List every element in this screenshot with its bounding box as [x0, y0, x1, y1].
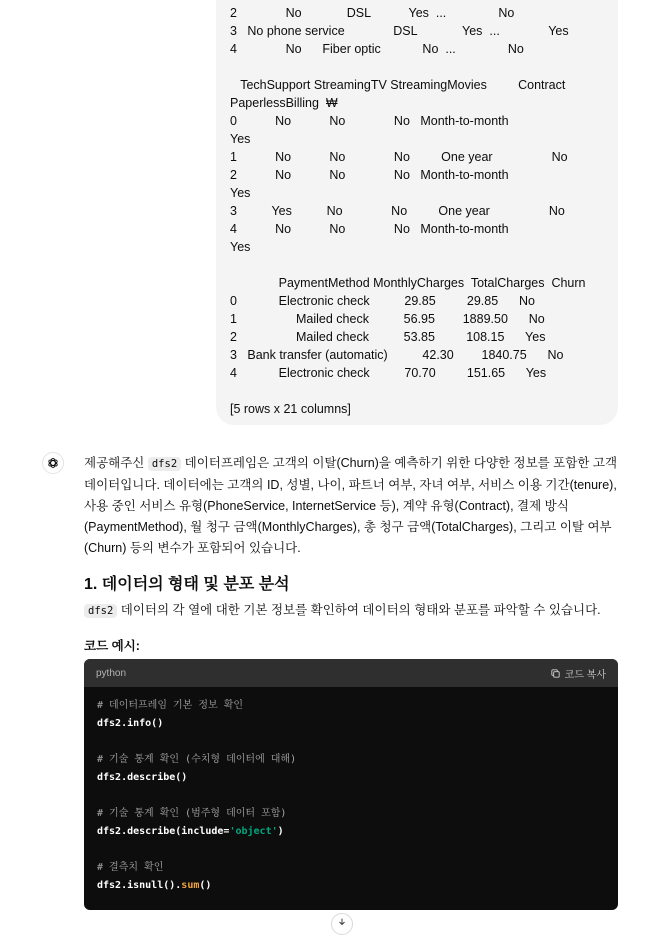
user-message-line: PaymentMethod MonthlyCharges TotalCharges Churn [230, 276, 586, 290]
code-blank [97, 841, 605, 859]
description-text: 데이터의 각 열에 대한 기본 정보를 확인하여 데이터의 형태와 분포를 파악할 수 있습니다. [117, 603, 601, 617]
intro-text-rest: 데이터프레임은 고객의 이탈(Churn)을 예측하기 위한 다양한 정보를 포함한 고객 데이터입니다. 데이터에는 고객의 ID, 성별, 나이, 파트너 여부, 자녀 여부, 서비스 이용 기간(tenure), 사용 중인 서비스 유형(PhoneService, InternetService 등), 계약 유형(Contract), 결제 방식(PaymentMethod), 월 청구 금액(MonthlyCharges), 총 청구 금액(TotalCharges), 그리고 이탈 여부(Churn) 등의 변수가 포함되어 있습니다. [84, 456, 618, 555]
user-message-line: 2 No No No Month-to-month [230, 168, 509, 182]
inline-code-dfs2-desc: dfs2 [84, 604, 117, 618]
section-heading: 1. 데이터의 형태 및 분포 분석 [84, 576, 290, 593]
user-message-line: 2 Mailed check 53.85 108.15 Yes [230, 330, 546, 344]
user-message-line: 4 Electronic check 70.70 151.65 Yes [230, 366, 547, 380]
user-message-line: TechSupport StreamingTV StreamingMovies Contract [230, 78, 566, 92]
section-description [84, 600, 618, 622]
code-blank [97, 787, 605, 805]
assistant-intro-paragraph [84, 453, 618, 559]
scroll-to-bottom-button[interactable] [331, 913, 353, 935]
copy-icon [550, 668, 561, 679]
user-message-line: Yes [230, 132, 251, 146]
code-block [84, 659, 618, 910]
user-message-line: Yes [230, 186, 251, 200]
code-token: () [199, 880, 212, 891]
inline-code-dfs2: dfs2 [148, 457, 181, 471]
code-token: dfs2.describe(include= [97, 826, 230, 837]
code-line [97, 823, 605, 841]
code-language-label: python [96, 667, 127, 679]
assistant-avatar [42, 452, 64, 474]
intro-text-start: 제공해주신 [84, 456, 148, 470]
user-message-line: PaperlessBilling ₩ [230, 96, 338, 110]
user-message-line: Yes [230, 240, 251, 254]
user-message-line: 1 No No No One year No [230, 150, 568, 164]
copy-code-label: 코드 복사 [564, 669, 606, 681]
code-content [84, 687, 618, 905]
code-blank [97, 733, 605, 751]
user-message-line: 4 No Fiber optic No ... No [230, 42, 524, 56]
openai-logo-icon [46, 456, 60, 470]
code-line: dfs2.describe() [97, 772, 188, 783]
user-message-line: 4 No No No Month-to-month [230, 222, 509, 236]
user-message-line: 3 Yes No No One year No [230, 204, 565, 218]
code-token: dfs2.isnull(). [97, 880, 182, 891]
code-comment: # 결측치 확인 [97, 862, 164, 873]
code-example-label: 코드 예시: [84, 639, 140, 653]
arrow-down-icon [337, 917, 347, 927]
code-line [97, 877, 605, 895]
user-message-line: 2 No DSL Yes ... No [230, 6, 515, 20]
code-line: dfs2.info() [97, 718, 164, 729]
code-block-header [84, 659, 618, 687]
code-comment: # 데이터프레임 기본 정보 확인 [97, 700, 244, 711]
user-message-line: [5 rows x 21 columns] [230, 402, 351, 416]
code-token: ) [277, 826, 284, 837]
code-function-token: sum [181, 880, 200, 891]
code-string-token: 'object' [229, 826, 278, 837]
copy-code-button[interactable] [550, 666, 606, 681]
code-comment: # 기술 통계 확인 (수치형 데이터에 대해) [97, 754, 297, 765]
user-message-line: 1 Mailed check 56.95 1889.50 No [230, 312, 545, 326]
user-message-line: 0 No No No Month-to-month [230, 114, 509, 128]
user-message-line: 3 Bank transfer (automatic) 42.30 1840.75 No [230, 348, 564, 362]
user-message-line: 0 Electronic check 29.85 29.85 No [230, 294, 535, 308]
user-message-line: 3 No phone service DSL Yes ... Yes [230, 24, 569, 38]
code-comment: # 기술 통계 확인 (범주형 데이터 포함) [97, 808, 287, 819]
